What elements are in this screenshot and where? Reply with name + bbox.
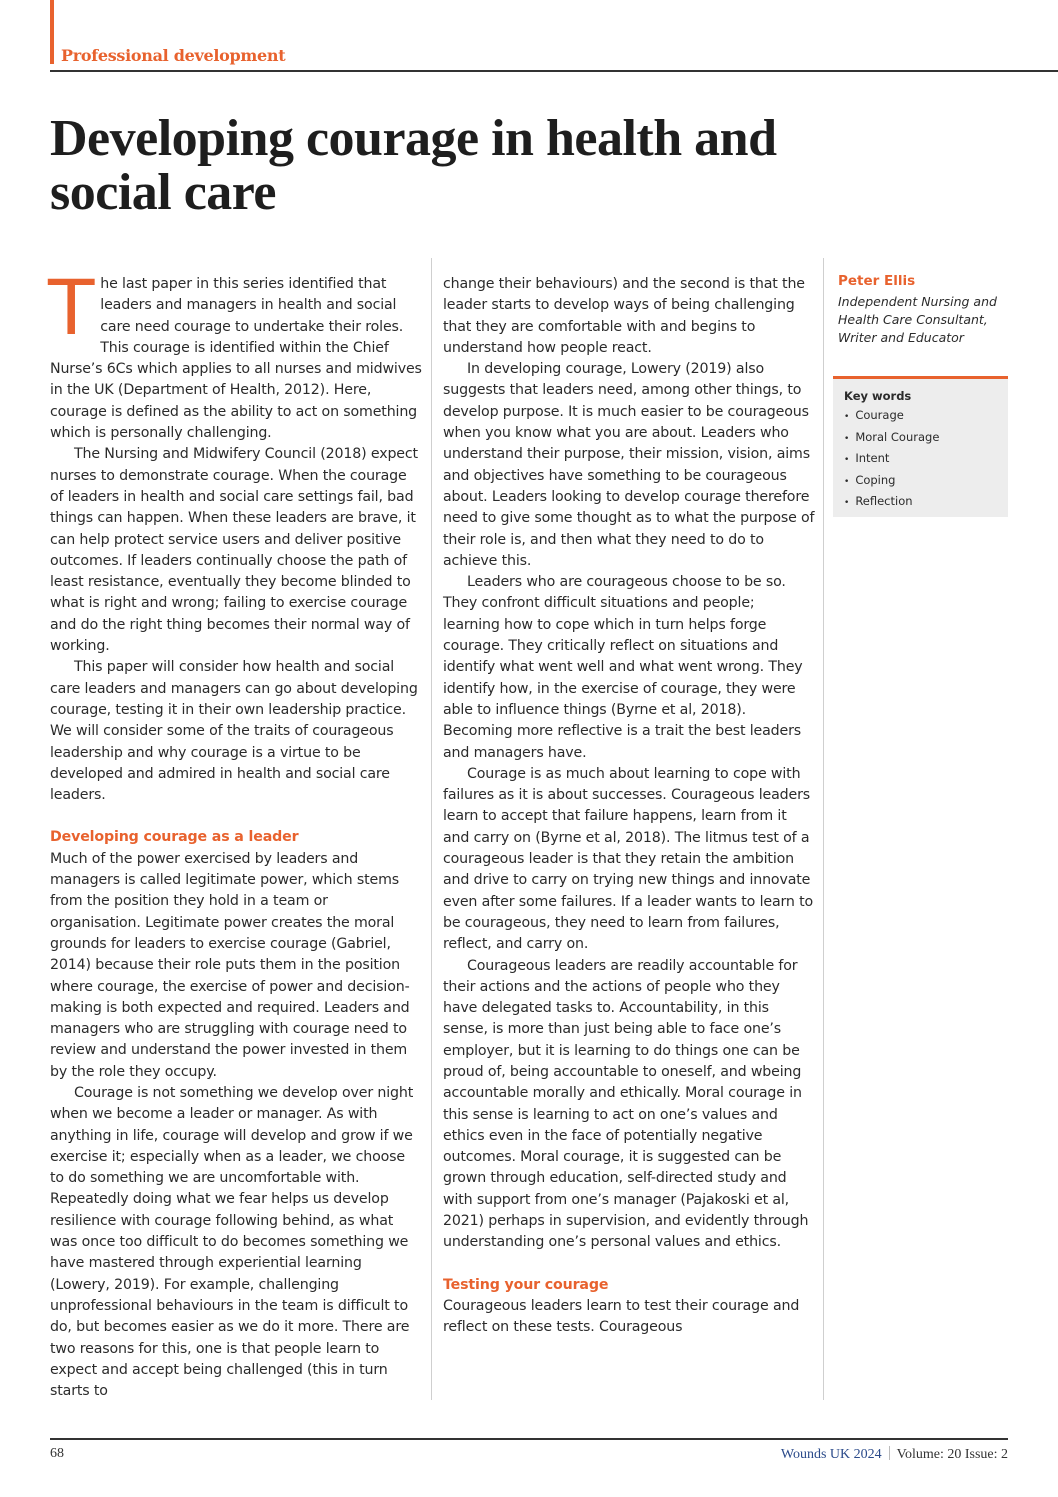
paragraph: This paper will consider how health and social care leaders and managers can go about developing courage, testing it in their own leadership practice. We will consider some of the traits of courageous leadership and why courage is a virtue to be developed and admired in health and social care leaders. <box>50 659 418 804</box>
accent-bar <box>50 0 54 64</box>
keywords-title: Key words <box>844 389 912 403</box>
journal-info <box>781 1446 1008 1463</box>
paragraph: Courageous leaders are readily accountable for their actions and the actions of people who they have delegated tasks to. Accountability, in this sense, is more than just being able to face one’s employer, but it is learning to do things one can be proud of, being accountable to oneself, and wbeing accountable morally and ethically. Moral courage in this sense is learning to act on one’s values and ethics even in the face of potentially negative outcomes. Moral courage, it is suggested can be grown through education, self-directed study and with support from one’s manager (Pajakoski et al, 2021) perhaps in supervision, and evidently through understanding one’s personal values and ethics. <box>443 957 809 1251</box>
author-block <box>838 272 1018 347</box>
keyword-item: • Coping <box>844 471 1008 493</box>
paragraph: Leaders who are courageous choose to be so. They confront difficult situations and people; learning how to cope which in turn helps forge courage. They critically reflect on situations and identify what went well and what went wrong. They identify how, in the exercise of courage, they were able to influence things (Byrne et al, 2018). Becoming more reflective is a trait the best leaders and managers have. <box>443 574 803 761</box>
body-column-1 <box>48 263 422 1402</box>
paragraph: Courageous leaders learn to test their courage and reflect on these tests. Courageous <box>443 1297 800 1336</box>
keyword-item: • Reflection <box>844 492 1008 514</box>
paragraph: Much of the power exercised by leaders and managers is called legitimate power, which stems from the position they hold in a team or organisation. Legitimate power creates the moral grounds for leaders to exercise courage (Gabriel, 2014) because their role puts them in the position where courage, the exercise of power and decision-making is both expected and required. Leaders and managers who are struggling with courage need to review and understand the power invested in them by the role they occupy. <box>50 850 410 1080</box>
section-label: Professional development <box>61 46 286 65</box>
paragraph: change their behaviours) and the second is that the leader starts to develop ways of being challenging that they are comfortable with and begins to understand how people react. <box>443 276 805 356</box>
header-rule <box>50 70 1058 72</box>
paragraph: Courage is not something we develop over night when we become a leader or manager. As with anything in life, courage will develop and grow if we exercise it; especially when as a leader, we choose to do something we are uncomfortable with. Repeatedly doing what we fear helps us develop resilience with courage following behind, as what was once too difficult to do becomes something we have mastered through experiential learning (Lowery, 2019). For example, challenging unprofessional behaviours in the team is difficult to do, but becomes easier as we do it more. There are two reasons for this, one is that people learn to expect and accept being challenged (this in turn starts to <box>50 1084 414 1400</box>
author-name: Peter Ellis <box>838 273 916 289</box>
keyword-item: • Intent <box>844 449 1008 471</box>
paragraph: Courage is as much about learning to cope with failures as it is about successes. Courageous leaders learn to accept that failure happens, learn from it and carry on (Byrne et al, 2018). The litmus test of a courageous leader is that they retain the ambition and drive to carry on trying new things and innovate even after some failures. If a leader wants to learn to be courageous, they need to learn from failures, reflect, and carry on. <box>443 765 814 953</box>
keyword-item: • Moral Courage <box>844 428 1008 450</box>
paragraph: The Nursing and Midwifery Council (2018) expect nurses to demonstrate courage. When the courage of leaders in health and social care settings fail, bad things can happen. When these leaders are brave, it can help protect service users and deliver positive outcomes. If leaders continually choose the path of least resistance, eventually they become blinded to what is right and wrong; failing to exercise courage and do the right thing becomes their normal way of working. <box>50 446 418 655</box>
paragraph-text: he last paper in this series identified that leaders and managers in health and social care need courage to undertake their roles. This courage is identified within the Chief Nurse’s 6Cs which applies to all nurses and midwives in the UK (Department of Health, 2012). Here, courage is defined as the ability to act on something which is personally challenging. <box>50 276 422 442</box>
paragraph <box>48 263 422 444</box>
column-divider <box>823 258 824 1400</box>
page-number: 68 <box>50 1446 64 1461</box>
footer-rule <box>50 1438 1008 1440</box>
author-role: Independent Nursing and Health Care Consultant, Writer and Educator <box>838 294 997 345</box>
article-title: Developing courage in health and social care <box>50 110 777 221</box>
body-column-2 <box>443 274 815 1339</box>
section-heading: Developing courage as a leader <box>50 829 299 846</box>
issue-info: Volume: 20 Issue: 2 <box>896 1447 1008 1462</box>
keyword-item: • Courage <box>844 406 1008 428</box>
section-heading: Testing your courage <box>443 1276 609 1293</box>
journal-name: Wounds UK 2024 <box>780 1447 882 1462</box>
keywords-box <box>833 376 1008 517</box>
drop-cap: T <box>48 263 95 352</box>
column-divider <box>431 258 432 1400</box>
footer-divider <box>889 1446 890 1460</box>
paragraph: In developing courage, Lowery (2019) also suggests that leaders need, among other things, to develop purpose. It is much easier to be courageous when you know what you are about. Leaders who understand their purpose, their mission, vision, aims and objectives have something to be courageous about. Leaders looking to develop courage therefore need to give some thought as to what the purpose of their role is, and then what they need to do to achieve this. <box>443 361 815 569</box>
keywords-list <box>833 406 1008 514</box>
